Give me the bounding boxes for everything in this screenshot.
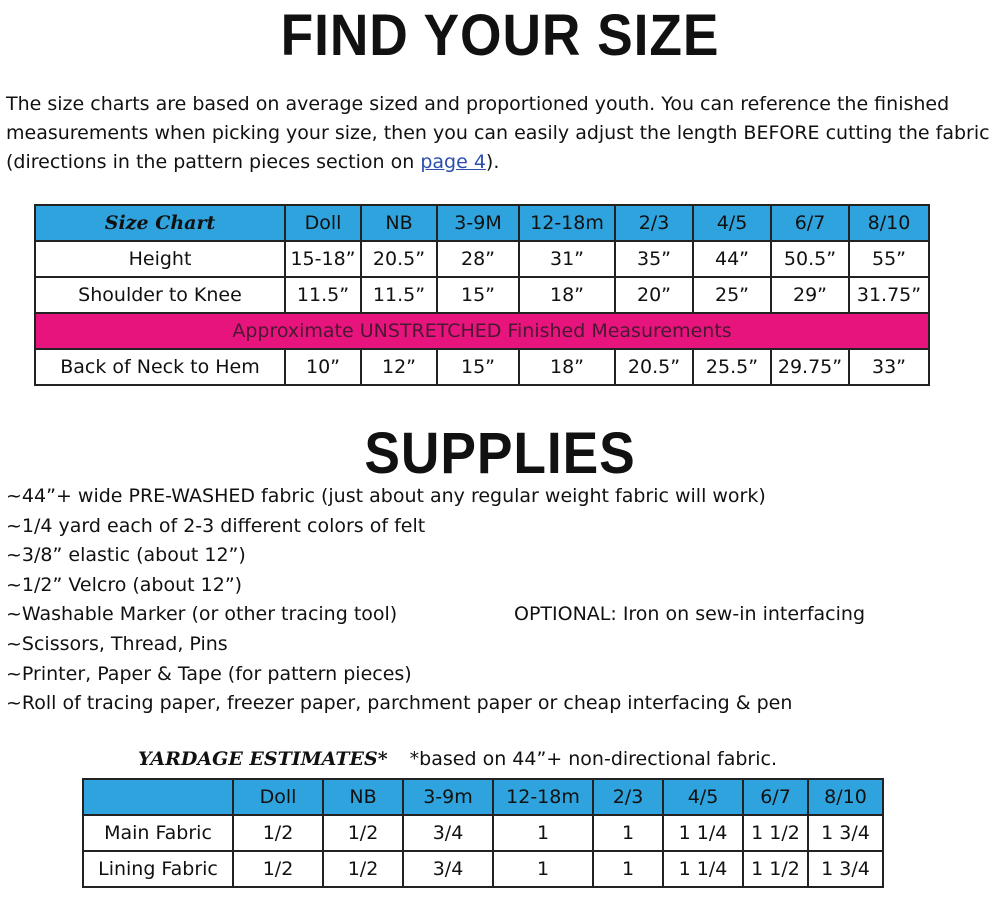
- table-cell: 3/4: [403, 851, 493, 887]
- table-cell: 1 1/2: [743, 815, 808, 851]
- table-row: [83, 815, 883, 851]
- size-header: NB: [323, 779, 403, 815]
- row-label: Lining Fabric: [83, 851, 233, 887]
- table-cell: 12”: [361, 349, 437, 385]
- page-title: FIND YOUR SIZE: [280, 3, 720, 68]
- table-cell: 3/4: [403, 815, 493, 851]
- table-cell: 28”: [437, 241, 519, 277]
- list-item: ~3/8” elastic (about 12”): [6, 544, 246, 567]
- row-label: Main Fabric: [83, 815, 233, 851]
- yardage-header-row: [83, 779, 883, 815]
- yardage-table: [82, 778, 884, 888]
- table-cell: 20.5”: [361, 241, 437, 277]
- size-header: 6/7: [743, 779, 808, 815]
- intro-text-end: ).: [485, 151, 500, 173]
- size-header: 4/5: [663, 779, 743, 815]
- table-cell: 1 3/4: [808, 815, 883, 851]
- table-cell: 1/2: [323, 851, 403, 887]
- size-chart-table: [34, 204, 930, 386]
- band-label: Approximate UNSTRETCHED Finished Measurements: [35, 313, 929, 349]
- intro-paragraph: [6, 90, 996, 177]
- table-cell: 1 1/4: [663, 815, 743, 851]
- size-header: 6/7: [771, 205, 849, 241]
- table-cell: 31.75”: [849, 277, 929, 313]
- table-cell: 15”: [437, 277, 519, 313]
- table-row: [83, 851, 883, 887]
- list-item: ~Washable Marker (or other tracing tool): [6, 603, 398, 626]
- list-item: ~1/2” Velcro (about 12”): [6, 573, 243, 596]
- table-cell: 1: [493, 851, 593, 887]
- table-cell: 11.5”: [285, 277, 361, 313]
- table-cell: 33”: [849, 349, 929, 385]
- table-cell: 29.75”: [771, 349, 849, 385]
- table-row: [35, 241, 929, 277]
- table-cell: 50.5”: [771, 241, 849, 277]
- supplies-list: [6, 482, 996, 719]
- size-header: 2/3: [593, 779, 663, 815]
- row-label: Back of Neck to Hem: [35, 349, 285, 385]
- yardage-note: *based on 44”+ non-directional fabric.: [409, 748, 778, 770]
- table-cell: 31”: [519, 241, 615, 277]
- yardage-title: YARDAGE ESTIMATES*: [138, 748, 388, 770]
- row-label: Shoulder to Knee: [35, 277, 285, 313]
- list-item: ~1/4 yard each of 2-3 different colors of felt: [6, 514, 426, 537]
- list-item: ~Scissors, Thread, Pins: [6, 632, 228, 655]
- optional-note: OPTIONAL: Iron on sew-in interfacing: [514, 603, 865, 626]
- table-cell: 1 3/4: [808, 851, 883, 887]
- table-row: [35, 349, 929, 385]
- table-cell: 1/2: [323, 815, 403, 851]
- table-cell: 1 1/2: [743, 851, 808, 887]
- table-cell: 55”: [849, 241, 929, 277]
- size-chart-header-row: [35, 205, 929, 241]
- table-cell: 20”: [615, 277, 693, 313]
- table-cell: 44”: [693, 241, 771, 277]
- table-cell: 1/2: [233, 815, 323, 851]
- size-header: Doll: [233, 779, 323, 815]
- size-chart-label: Size Chart: [35, 205, 285, 241]
- size-header: 3-9M: [437, 205, 519, 241]
- table-cell: 11.5”: [361, 277, 437, 313]
- size-header: Doll: [285, 205, 361, 241]
- size-header: 2/3: [615, 205, 693, 241]
- table-cell: 18”: [519, 277, 615, 313]
- row-label: Height: [35, 241, 285, 277]
- size-header: 12-18m: [493, 779, 593, 815]
- size-header: NB: [361, 205, 437, 241]
- intro-text: The size charts are based on average sized and proportioned youth. You can reference the finished measurements when picking your size, then you can easily adjust the length BEFORE cutting the fabric (directions in the pattern pieces section on: [6, 93, 990, 173]
- size-header: 8/10: [808, 779, 883, 815]
- table-cell: 1/2: [233, 851, 323, 887]
- table-cell: 10”: [285, 349, 361, 385]
- size-header: 3-9m: [403, 779, 493, 815]
- list-item: ~44”+ wide PRE-WASHED fabric (just about any regular weight fabric will work): [6, 485, 766, 507]
- table-cell: 1 1/4: [663, 851, 743, 887]
- size-header: 12-18m: [519, 205, 615, 241]
- list-item: ~Roll of tracing paper, freezer paper, parchment paper or cheap interfacing & pen: [6, 692, 793, 715]
- list-item: ~Printer, Paper & Tape (for pattern pieces): [6, 662, 412, 685]
- yardage-heading: [138, 748, 898, 770]
- table-cell: 35”: [615, 241, 693, 277]
- size-header: 4/5: [693, 205, 771, 241]
- table-row: [35, 277, 929, 313]
- empty-header-cell: [83, 779, 233, 815]
- table-cell: 15”: [437, 349, 519, 385]
- finished-measurements-band: [35, 313, 929, 349]
- page-4-link[interactable]: page 4: [420, 151, 486, 173]
- table-cell: 29”: [771, 277, 849, 313]
- supplies-title: SUPPLIES: [364, 421, 636, 486]
- table-cell: 15-18”: [285, 241, 361, 277]
- table-cell: 1: [593, 851, 663, 887]
- table-cell: 25.5”: [693, 349, 771, 385]
- table-cell: 20.5”: [615, 349, 693, 385]
- table-cell: 18”: [519, 349, 615, 385]
- table-cell: 1: [593, 815, 663, 851]
- table-cell: 1: [493, 815, 593, 851]
- list-item-row: [6, 600, 996, 630]
- table-cell: 25”: [693, 277, 771, 313]
- size-header: 8/10: [849, 205, 929, 241]
